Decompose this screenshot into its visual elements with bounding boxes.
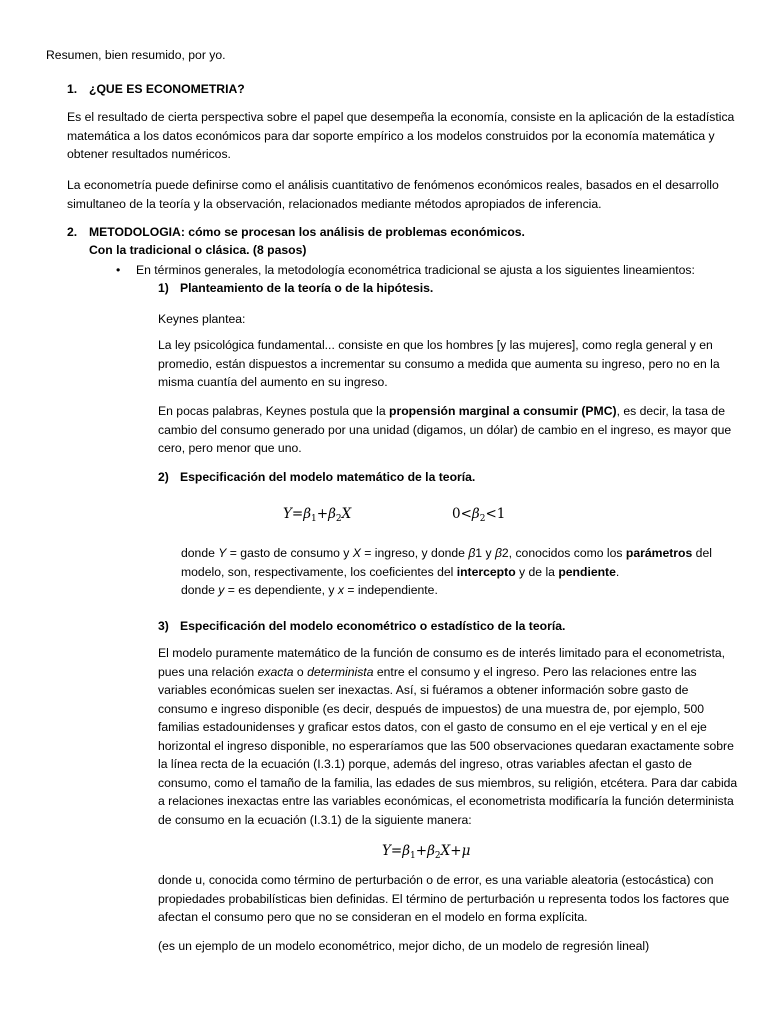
bullet-dot: •: [116, 263, 121, 277]
text-frag: = ingreso, y donde: [360, 546, 469, 560]
eq-x: X: [341, 506, 352, 522]
bold-parametros: parámetros: [625, 546, 693, 560]
section-1-number: 1.: [67, 82, 78, 96]
section-2-subtitle: Con la tradicional o clásica. (8 pasos): [89, 243, 307, 257]
bold-intercepto: intercepto: [456, 564, 516, 579]
cond-zero: 0: [452, 506, 461, 522]
step-3-paragraph: [158, 644, 738, 829]
var-y: Y: [218, 546, 227, 560]
eq2-equals: =: [390, 843, 403, 859]
eq-sub-1: 1: [311, 514, 317, 524]
section-1-title: ¿QUE ES ECONOMETRIA?: [89, 82, 245, 96]
italic-determinista: determinista: [307, 664, 374, 679]
step-3-heading: [158, 617, 565, 636]
eq2-mu: μ: [461, 843, 471, 859]
step-2-number: 2): [158, 470, 169, 484]
eq2-plus-2: +: [450, 843, 462, 859]
eq-beta-1: β: [303, 506, 312, 522]
step-1-heading: [158, 279, 433, 298]
step-2-explanation: [181, 544, 741, 600]
pmc-text-b: , es decir, la tasa de cambio del consumo generado por una unidad (digamos, un dólar) de cambio en el ingreso, es mayor que cero, pero menor que uno.: [158, 404, 732, 455]
section-2-heading: [67, 223, 525, 242]
pmc-text-a: En pocas palabras, Keynes postula que la: [158, 404, 390, 418]
var-lower-x: x: [337, 583, 344, 597]
error-term-paragraph: donde u, conocida como término de perturbación o de error, es una variable aleatoria (estocástica) con propiedades probabilísticas bien definidas. El término de perturbación u representa todos los factores que afectan el consumo pero que no se consideran en el modelo en forma explícita.: [158, 873, 730, 924]
text-frag: El modelo puramente matemático de la función de consumo es de interés limitado para el econometrista, pues una relación: [158, 646, 726, 679]
var-beta2: β: [494, 546, 502, 560]
step-2-heading: [158, 468, 475, 487]
cond-beta: β: [471, 506, 480, 522]
section-2-title-bold: METODOLOGIA: [89, 225, 181, 239]
eq2-plus: +: [415, 843, 428, 859]
cond-lt-1: <: [460, 506, 472, 522]
eq2-y: Y: [382, 843, 391, 859]
closing-note: (es un ejemplo de un modelo econométrico, mejor dicho, de un modelo de regresión lineal): [158, 939, 650, 953]
eq-sub-2: 2: [335, 514, 342, 524]
text-frag: 2, conocidos como los: [501, 546, 626, 560]
eq2-beta-1: β: [402, 843, 411, 859]
step-1-title: Planteamiento de la teoría o de la hipótesis.: [180, 281, 434, 295]
section-1-paragraph-1: Es el resultado de cierta perspectiva sobre el papel que desempeña la economía, consiste en la aplicación de la estadística matemática a los datos económicos para dar soporte empírico a los modelos construidos por la economía matemática y obtener resultados numéricos.: [67, 110, 735, 161]
section-2-number: 2.: [67, 225, 78, 239]
step-1-number: 1): [158, 281, 169, 295]
equation-consumption: [283, 505, 351, 524]
section-1-heading: [67, 80, 245, 99]
text-frag: 1 y: [475, 546, 495, 560]
cond-lt-2: <: [485, 506, 497, 522]
cond-sub: 2: [479, 514, 486, 524]
text-frag: o: [293, 664, 308, 679]
eq-y: Y: [283, 506, 292, 522]
italic-exacta: exacta: [257, 664, 294, 679]
step-3-title: Especificación del modelo econométrico o estadístico de la teoría.: [180, 619, 566, 633]
var-beta1: β: [468, 546, 476, 560]
eq-equals: =: [291, 506, 304, 522]
step-2-title: Especificación del modelo matemático de la teoría.: [180, 470, 476, 484]
section-1-paragraph-2: La econometría puede definirse como el análisis cuantitativo de fenómenos económicos reales, basados en el desarrollo simultaneo de la teoría y la observación, relacionados mediante métodos apropiados de inferencia.: [67, 178, 719, 211]
intro-line: Resumen, bien resumido, por yo.: [46, 48, 226, 62]
eq-plus: +: [316, 506, 329, 522]
bullet-item: [116, 261, 695, 280]
pmc-bold: propensión marginal a consumir (PMC): [389, 404, 617, 418]
eq2-beta-2: β: [427, 843, 435, 859]
text-frag: = independiente.: [343, 583, 438, 597]
section-2-title-rest: : cómo se procesan los análisis de problemas económicos.: [180, 225, 525, 239]
var-lower-y: y: [218, 583, 225, 597]
pmc-paragraph: [158, 402, 738, 458]
text-frag: donde: [181, 583, 219, 597]
text-frag: entre el consumo y el ingreso. Pero las relaciones entre las variables económicas suelen ser inexactas. Así, si fuéramos a obtener información sobre gasto de consumo e ingreso disponible (es decir, después de impuestos) de una muestra de, por ejemplo, 500 familias estadounidenses y graficar estos datos, con el gasto de consumo en el eje vertical y en el eje horizontal el ingreso disponible, no esperaríamos que las 500 observaciones quedaran exactamente sobre la línea recta de la ecuación (I.3.1) porque, además del ingreso, otras variables afectan el gasto de consumo, como el tamaño de la familia, las edades de sus miembros, su religión, etcétera. Para dar cabida a relaciones inexactas entre las variables económicas, el econometrista modificaría la función determinista de consumo en la ecuación (I.3.1) de la siguiente manera:: [158, 664, 738, 827]
keynes-quote: La ley psicológica fundamental... consiste en que los hombres [y las mujeres], como regla general y en promedio, están dispuestos a incrementar su consumo a medida que aumenta su ingreso, pero no en la misma cuantía del aumento en su ingreso.: [158, 338, 720, 389]
var-x: X: [352, 546, 361, 560]
eq-beta-2: β: [328, 506, 336, 522]
bold-pendiente: pendiente: [558, 564, 616, 579]
eq2-x: X: [440, 843, 451, 859]
text-frag: del modelo, son, respectivamente, los coeficientes del: [181, 546, 712, 579]
text-frag: = gasto de consumo y: [226, 546, 353, 560]
text-frag: donde: [181, 546, 219, 560]
keynes-intro: Keynes plantea:: [158, 312, 246, 326]
equation-condition: [452, 505, 505, 524]
eq2-sub-2: 2: [434, 851, 441, 861]
equation-econometric: [382, 842, 470, 861]
cond-one: 1: [496, 506, 506, 522]
bullet-text: En términos generales, la metodología econométrica tradicional se ajusta a los siguientes lineamientos:: [136, 263, 695, 277]
text-frag: = es dependiente, y: [224, 583, 338, 597]
eq2-sub-1: 1: [410, 851, 416, 861]
step-3-number: 3): [158, 619, 169, 633]
text-frag: .: [615, 564, 620, 579]
text-frag: y de la: [515, 564, 559, 579]
